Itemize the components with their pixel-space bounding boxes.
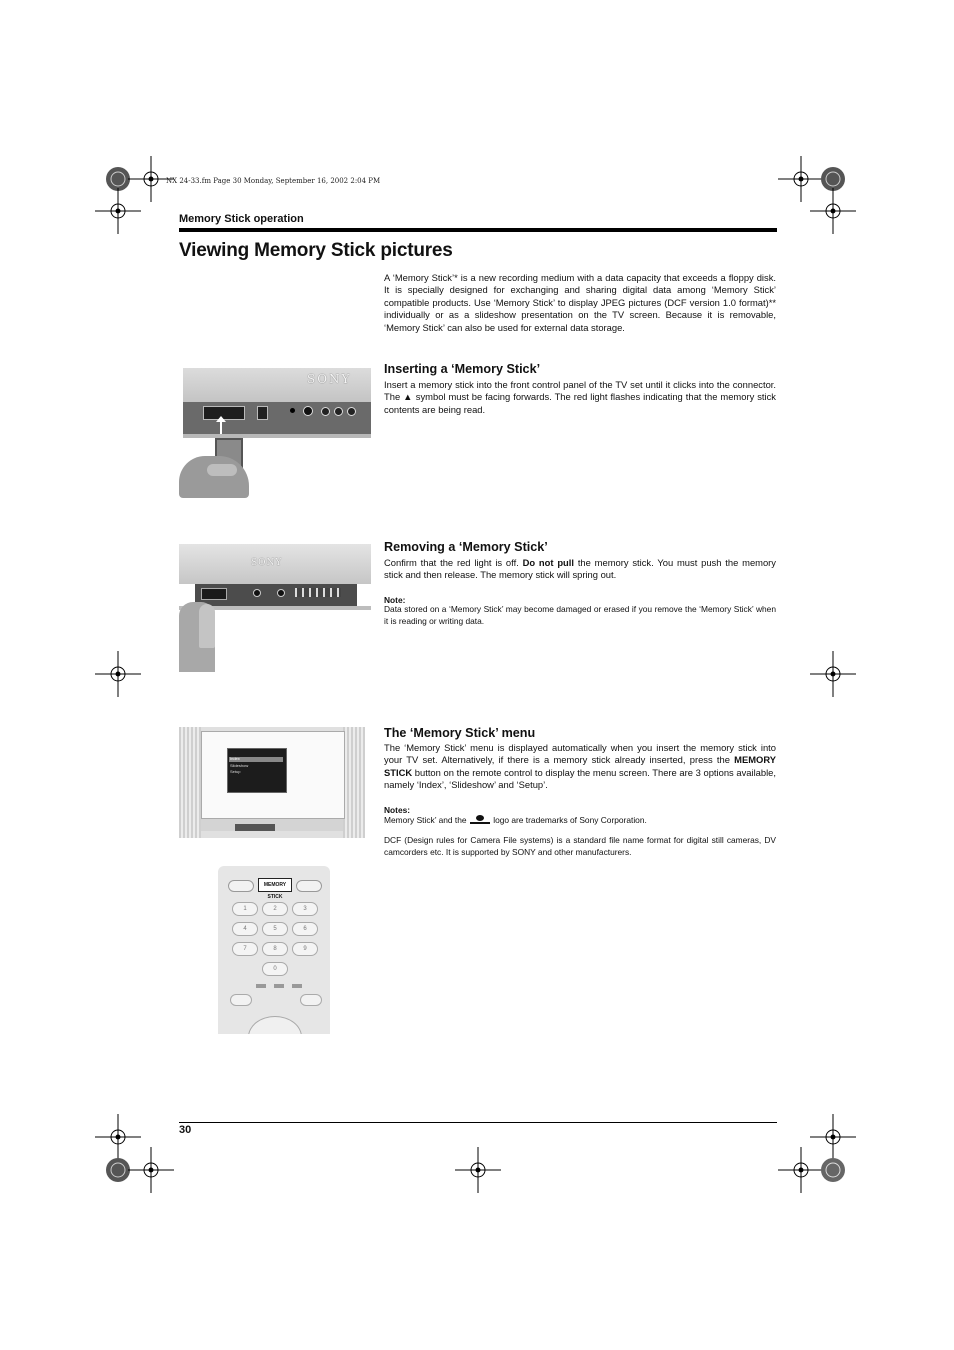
removing-paragraph: [384, 557, 776, 582]
registration-mark-cross: [810, 188, 856, 234]
tv-menu-item-index: Index: [230, 756, 240, 761]
removing-text-2: the memory stick. You must push the memory stick and then release. The memory stick will spring out.: [384, 557, 776, 581]
page-title: Viewing Memory Stick pictures: [179, 240, 453, 261]
menu-text-2: button on the remote control to display the menu screen. There are 3 options available, namely ‘Index’, ‘Slideshow’ and ‘Setup’.: [384, 766, 776, 791]
section-header: Memory Stick operation: [179, 213, 304, 225]
registration-mark-cross: [128, 1147, 174, 1193]
memory-stick-button: MEMORY STICK: [258, 878, 292, 892]
registration-mark-cross: [95, 651, 141, 697]
notes-line1-a: Memory Stick’ and the: [384, 815, 467, 825]
menu-notes-line1: [384, 814, 776, 827]
removing-note-heading: Note:: [384, 595, 406, 605]
header-rule: [179, 228, 777, 232]
tv-menu-item-setup: Setup: [230, 769, 241, 774]
file-stamp: NX 24-33.fm Page 30 Monday, September 16, 2002 2:04 PM: [166, 177, 381, 185]
tv-menu-photo: [179, 727, 365, 838]
registration-mark-cross: [810, 651, 856, 697]
removing-note-paragraph: Data stored on a ‘Memory Stick’ may become damaged or erased if you remove the ‘Memory Stick’ when it is reading or writing data.: [384, 604, 776, 626]
tv-menu-item-slideshow: Slideshow: [230, 763, 249, 768]
menu-heading: The ‘Memory Stick’ menu: [384, 726, 536, 740]
insert-photo: [179, 368, 371, 498]
registration-mark-cross: [455, 1147, 501, 1193]
menu-text-1: The ‘Memory Stick’ menu is displayed automatically when you insert the memory stick into your TV set. Alternatively, if there is a memory stick already inserted, press the: [384, 742, 776, 766]
menu-paragraph: [384, 742, 776, 792]
footer-rule: [179, 1122, 777, 1123]
remote-keypad: 1 2 3 4 5 6 7 8 9 0: [232, 902, 320, 982]
menu-text-bold: MEMORY STICK: [384, 754, 776, 778]
notes-line1-b: logo are trademarks of Sony Corporation.: [493, 815, 647, 825]
registration-mark-circle: [810, 1147, 856, 1193]
removing-text-1: Confirm that the red light is off.: [384, 557, 523, 568]
sony-logo-2: SONY: [251, 558, 283, 568]
inserting-heading: Inserting a ‘Memory Stick’: [384, 362, 541, 376]
inserting-paragraph: Insert a memory stick into the front control panel of the TV set until it clicks into the connector. The ▲ symbol must be facing forwards. The red light flashes indicating that the memory stick contents are being read.: [384, 379, 776, 415]
menu-notes-heading: Notes:: [384, 805, 411, 815]
page-number: 30: [179, 1124, 192, 1136]
sony-logo: SONY: [307, 372, 352, 386]
removing-text-bold: Do not pull: [522, 557, 574, 568]
memory-stick-logo: [469, 814, 491, 825]
intro-paragraph: A ‘Memory Stick’* is a new recording medium with a data capacity that exceeds a floppy disk. It is specially designed for exchanging and sharing digital data among ‘Memory Stick’ compatible products. Use ‘Memory Stick’ to display JPEG pictures (DCF version 1.0 format)** individually or as a slideshow presentation on the TV screen. Because it is removable, ‘Memory Stick’ can also be used for external data storage.: [384, 272, 776, 333]
remote-control-photo: [218, 866, 330, 1034]
menu-notes-line2: DCF (Design rules for Camera File systems) is a standard file name format for digital still cameras, DV camcorders etc. It is supported by SONY and other manufacturers.: [384, 835, 776, 857]
removing-heading: Removing a ‘Memory Stick’: [384, 540, 548, 554]
remove-photo: [179, 544, 371, 672]
registration-mark-cross: [95, 188, 141, 234]
